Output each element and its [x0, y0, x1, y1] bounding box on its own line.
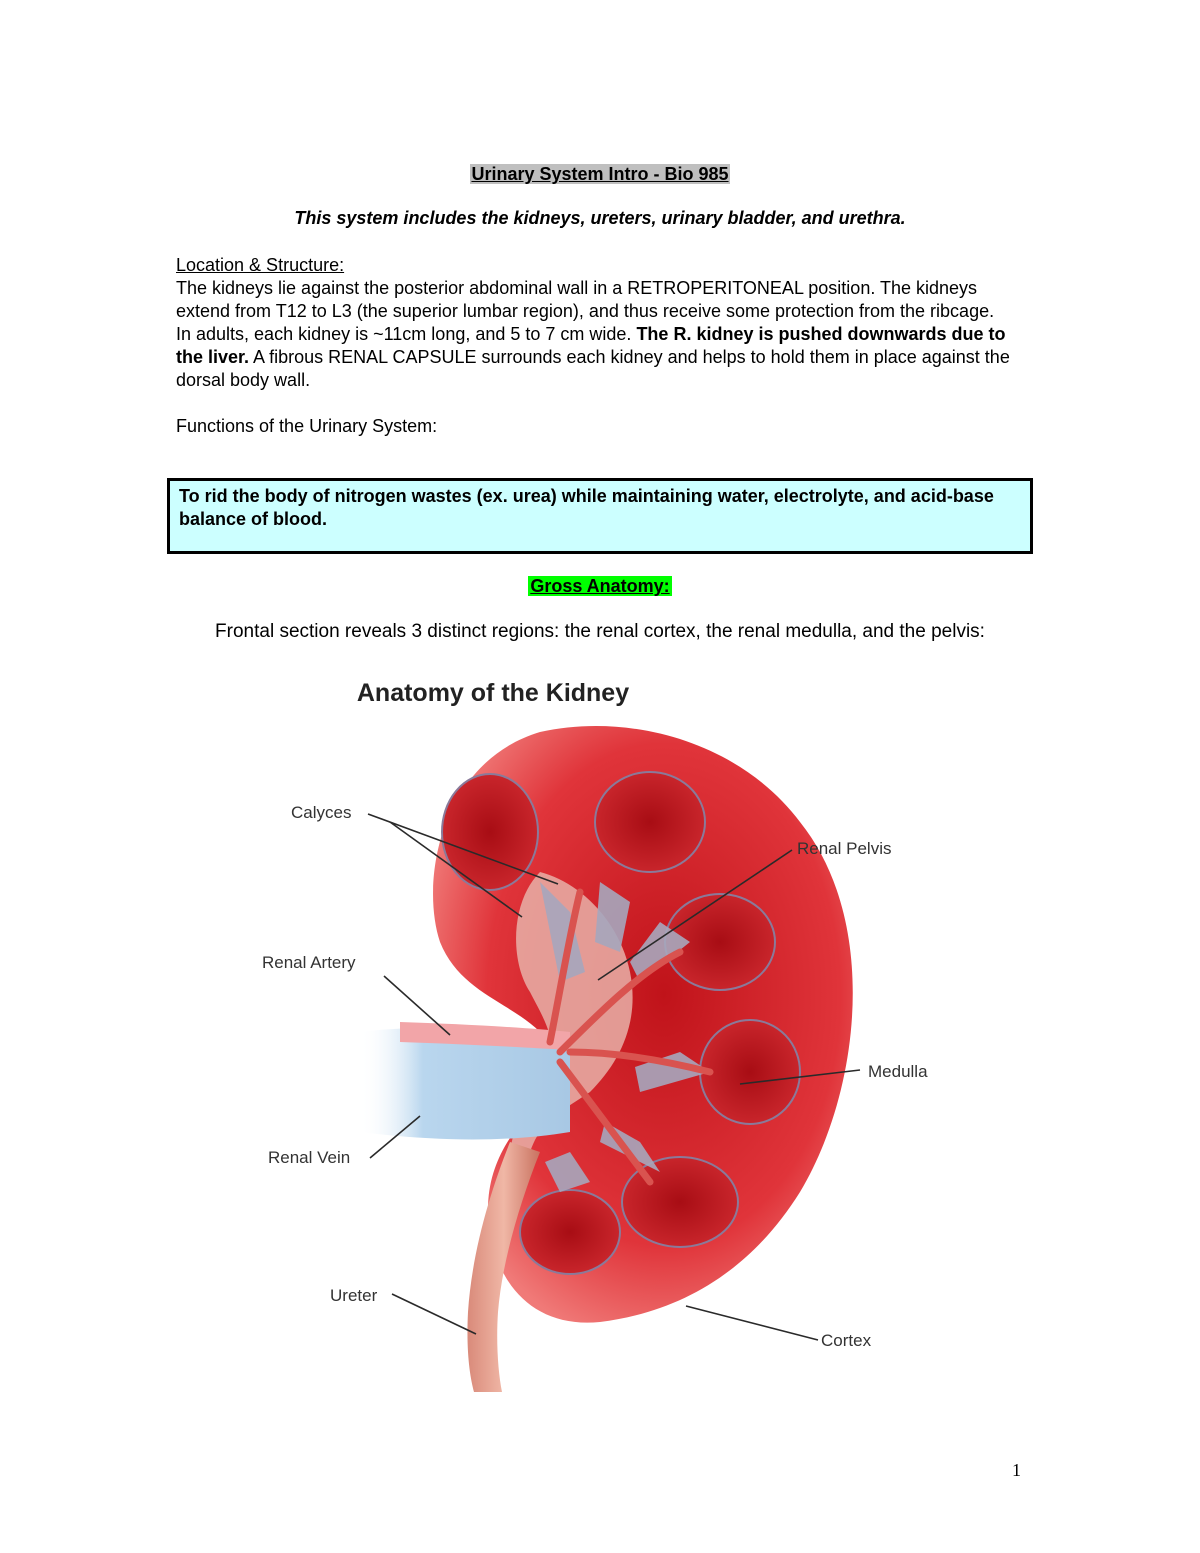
label-renal-pelvis: Renal Pelvis: [797, 839, 892, 858]
frontal-section-description: Frontal section reveals 3 distinct regions: the renal cortex, the renal medulla, and the pelvis:: [215, 621, 985, 642]
functions-heading: Functions of the Urinary System:: [176, 416, 438, 436]
functions-box: [167, 478, 1033, 554]
location-heading: Location & Structure:: [176, 255, 345, 275]
label-renal-artery: Renal Artery: [262, 953, 356, 972]
label-cortex: Cortex: [821, 1331, 872, 1350]
location-paragraph-2: In adults, each kidney is ~11cm long, and 5 to 7 cm wide. The R. kidney is pushed downwards due to the liver. A fibrous RENAL CAPSULE surrounds each kidney and helps to hold them in place against the dorsal body wall.: [176, 324, 1010, 390]
kidney-illustration: [240, 672, 960, 1392]
location-structure-section: [176, 254, 1036, 438]
gross-anatomy-heading: Gross Anatomy:: [530, 576, 670, 596]
figure-title: Anatomy of the Kidney: [356, 679, 630, 707]
label-calyces: Calyces: [291, 803, 352, 822]
intro-sentence: This system includes the kidneys, ureters, urinary bladder, and urethra.: [294, 208, 906, 228]
page-number: 1: [1012, 1460, 1021, 1480]
label-renal-vein: Renal Vein: [268, 1148, 351, 1167]
functions-box-text: To rid the body of nitrogen wastes (ex. urea) while maintaining water, electrolyte, and acid-base balance of blood.: [179, 486, 994, 529]
page-title: Urinary System Intro - Bio 985: [471, 164, 729, 184]
liver-note: The R. kidney is pushed downwards due to the liver.: [176, 324, 1006, 367]
label-medulla: Medulla: [868, 1062, 928, 1081]
location-paragraph-1: The kidneys lie against the posterior abdominal wall in a RETROPERITONEAL position. The kidneys extend from T12 to L3 (the superior lumbar region), and thus receive some protection from the ribcage.: [176, 278, 995, 321]
label-ureter: Ureter: [330, 1286, 378, 1305]
